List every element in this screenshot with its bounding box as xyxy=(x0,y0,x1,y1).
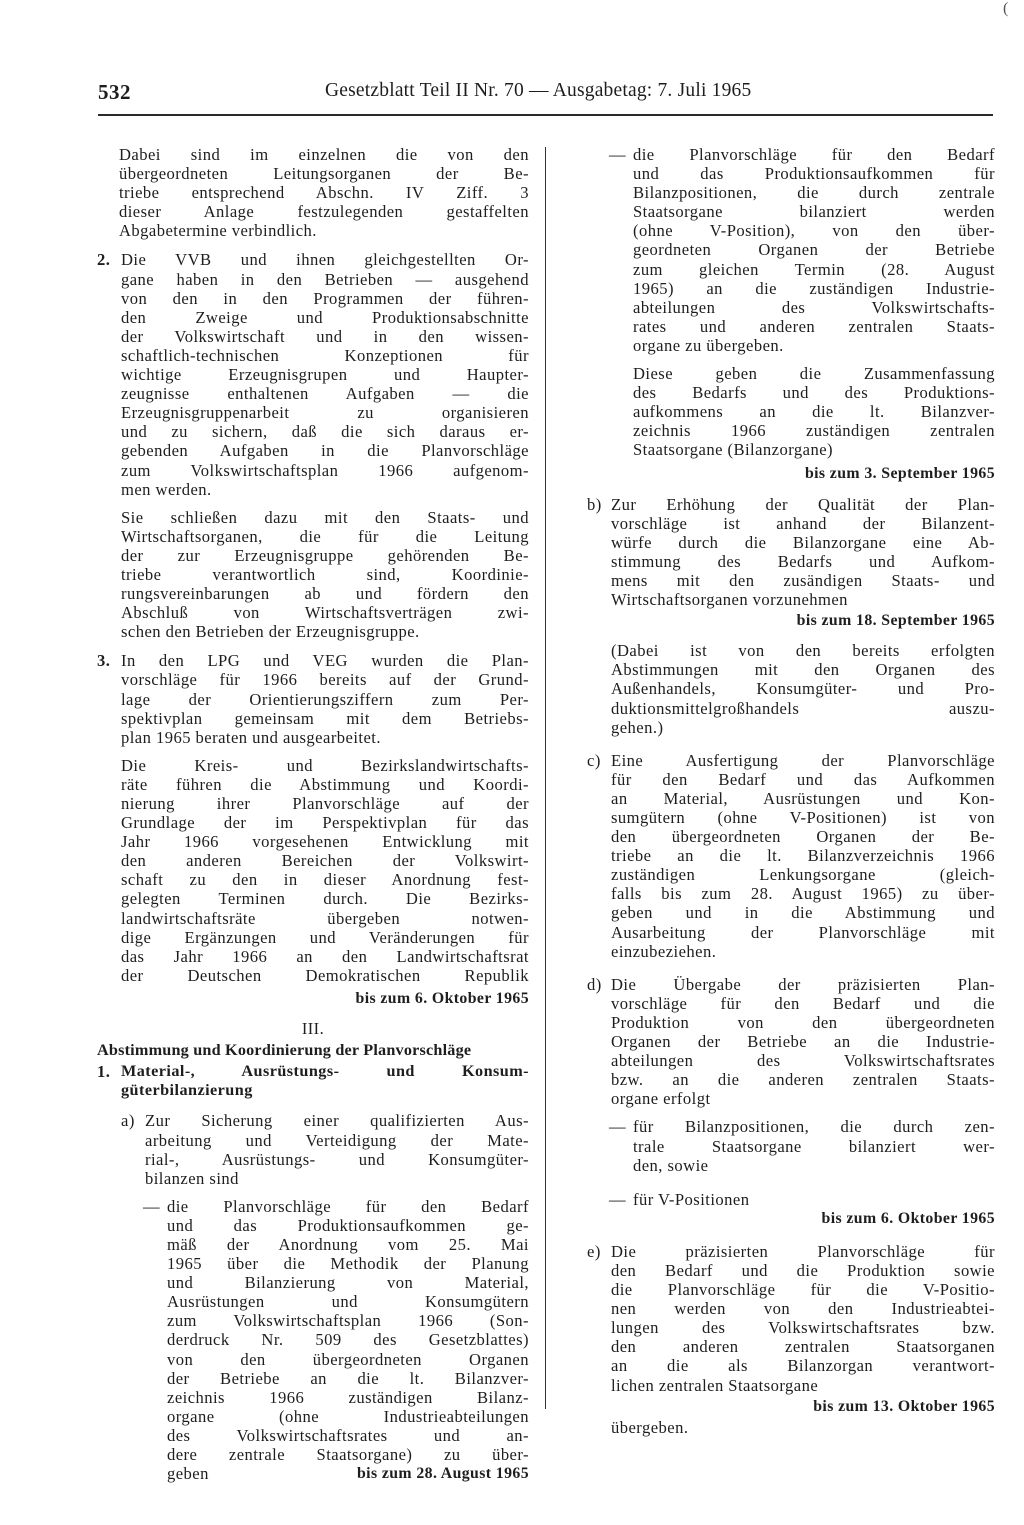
right-dash-1-text xyxy=(633,145,995,355)
text-line: Die VVB und ihnen gleichgestellten Or- xyxy=(121,250,529,270)
text-line: schaft zu den in dieser Anordnung fest- xyxy=(121,870,529,890)
page-header xyxy=(98,76,993,110)
text-line: Abstimmungen mit den Organen des xyxy=(611,660,995,680)
item-c-text xyxy=(611,751,995,961)
text-line: räte führen die Abstimmung und Koordi- xyxy=(121,774,529,794)
text-line: dige Ergänzungen und Veränderungen für xyxy=(121,927,529,947)
text-line: die Planvorschläge für die V-Positio- xyxy=(611,1280,995,1300)
text-line: Wirtschaftsorganen, die für die Leitung xyxy=(121,526,529,546)
item-d-dash-1-text xyxy=(633,1117,995,1174)
deadline-18-september: bis zum 18. September 1965 xyxy=(796,612,995,630)
item-2-number: 2. xyxy=(97,250,111,270)
text-line: trale Staatsorgane bilanziert wer- xyxy=(633,1136,995,1156)
subsection-1 xyxy=(97,1062,529,1100)
deadline-13-oktober: bis zum 13. Oktober 1965 xyxy=(813,1397,995,1415)
section-number: III. xyxy=(301,1019,325,1039)
text-line: und zu sichern, daß die sich daraus er- xyxy=(121,422,529,442)
text-line: an die als Bilanzorgan verantwort- xyxy=(611,1356,995,1376)
text-line: und das Produktionsaufkommen ge- xyxy=(167,1215,529,1235)
text-line: den Zweige und Produktionsabschnitte xyxy=(121,307,529,327)
item-b-text xyxy=(611,495,995,610)
text-line: Ausarbeitung der Planvorschläge mit xyxy=(611,922,995,942)
text-line: 1965 über die Methodik der Planung xyxy=(167,1254,529,1274)
text-line: gelegten Terminen durch. Die Bezirks- xyxy=(121,889,529,909)
header-rule xyxy=(98,114,993,116)
right-column xyxy=(587,145,995,1437)
text-line: den Bedarf und die Produktion sowie xyxy=(611,1260,995,1280)
text-line: die Planvorschläge für den Bedarf xyxy=(167,1196,529,1216)
text-line: zum Volkswirtschaftsplan 1966 aufgenom- xyxy=(121,460,529,480)
item-d-text xyxy=(611,975,995,1109)
item-2-text xyxy=(121,250,529,498)
dash-last-word: geben xyxy=(167,1464,209,1484)
text-line: die Planvorschläge für den Bedarf xyxy=(633,145,995,164)
text-line: landwirtschaftsräte übergeben notwen- xyxy=(121,908,529,928)
text-line: schen den Betrieben der Erzeugnisgruppe. xyxy=(121,622,420,642)
text-line: zeichnis 1966 zuständigen zentralen xyxy=(633,421,995,441)
text-line: Außenhandels, Konsumgüter- und Pro- xyxy=(611,679,995,699)
item-c xyxy=(587,751,995,961)
text-line: bzw. an die anderen zentralen Staats- xyxy=(611,1070,995,1090)
text-line: Die Kreis- und Bezirkslandwirtschafts- xyxy=(121,755,529,775)
dash-marker: — xyxy=(609,1117,627,1137)
item-b xyxy=(587,495,995,610)
text-line: Abgabetermine verbindlich. xyxy=(119,221,317,241)
text-line: spektivplan gemeinsam mit dem Betriebs- xyxy=(121,708,529,728)
item-e-label: e) xyxy=(587,1241,601,1261)
text-line: vorschläge für den Bedarf und die xyxy=(611,993,995,1013)
left-column xyxy=(97,145,529,1483)
item-2-paragraph-2 xyxy=(121,508,529,642)
item-3 xyxy=(97,651,529,1008)
item-e-text xyxy=(611,1242,995,1395)
text-line: Wirtschaftsorganen vorzunehmen xyxy=(611,590,848,610)
text-line: Material-, Ausrüstungs- und Konsum- xyxy=(121,1062,529,1081)
text-line: den anderen Bereichen der Volkswirt- xyxy=(121,851,529,871)
text-line: bilanzen sind xyxy=(145,1168,239,1188)
text-line: Jahr 1966 vorgesehenen Entwicklung mit xyxy=(121,832,529,852)
text-line: das Jahr 1966 an den Landwirtschaftsrat xyxy=(121,946,529,966)
item-3-paragraph-2 xyxy=(121,756,529,985)
text-line: rates und anderen zentralen Staats- xyxy=(633,316,995,336)
header-title: Gesetzblatt Teil II Nr. 70 — Ausgabetag: 7. Juli 1965 xyxy=(325,80,752,101)
text-line: (ohne V-Position), von den über- xyxy=(633,221,995,241)
text-line: 1965) an die zuständigen Industrie- xyxy=(633,278,995,298)
text-line: für Bilanzpositionen, die durch zen- xyxy=(633,1117,995,1137)
text-line: triebe an die lt. Bilanzverzeichnis 1966 xyxy=(611,846,995,866)
text-line: zuständigen Lenkungsorgane (gleich- xyxy=(611,865,995,885)
item-d xyxy=(587,975,995,1109)
text-line: triebe entsprechend Abschn. IV Ziff. 3 xyxy=(119,183,529,203)
section-title: Abstimmung und Koordinierung der Planvorschläge xyxy=(97,1041,472,1060)
text-line: Dabei sind im einzelnen die von den xyxy=(119,145,529,164)
right-dash-1-paragraph-2 xyxy=(633,364,995,459)
text-line: Staatsorgane bilanziert werden xyxy=(633,202,995,222)
text-line: nierung ihrer Planvorschläge auf der xyxy=(121,794,529,813)
text-line: zum gleichen Termin (28. August xyxy=(633,259,995,279)
subsection-1-title xyxy=(121,1062,529,1100)
text-line: einzubeziehen. xyxy=(611,941,717,961)
text-line: abteilungen des Volkswirtschaftsrates xyxy=(611,1051,995,1071)
text-line: Grundlage der im Perspektivplan für das xyxy=(121,813,529,833)
text-line: lage der Orientierungsziffern zum Per- xyxy=(121,689,529,709)
item-a-text xyxy=(145,1111,529,1187)
text-line: den übergeordneten Organen der Be- xyxy=(611,827,995,847)
item-b-label: b) xyxy=(587,494,602,514)
text-line: arbeitung und Verteidigung der Mate- xyxy=(145,1130,529,1150)
text-line: würfe durch die Bilanzorgane eine Ab- xyxy=(611,532,995,552)
text-line: dieser Anlage festzulegenden gestaffelten xyxy=(119,202,529,222)
text-line: übergeordneten Leitungsorganen der Be- xyxy=(119,164,529,184)
text-line: dere zentrale Staatsorgane) zu über- xyxy=(167,1445,529,1464)
deadline-28-august: bis zum 28. August 1965 xyxy=(356,1465,529,1483)
text-line: vorschläge ist anhand der Bilanzent- xyxy=(611,513,995,533)
text-line: duktionsmittelgroßhandels auszu- xyxy=(611,698,995,718)
text-line: organe erfolgt xyxy=(611,1089,711,1109)
text-line: Die präzisierten Planvorschläge für xyxy=(611,1241,995,1261)
item-b-note xyxy=(587,641,995,736)
text-line: Abschluß von Wirtschaftsverträgen zwi- xyxy=(121,603,529,623)
text-line: mens mit den zusändigen Staats- und xyxy=(611,570,995,590)
text-line: triebe verantwortlich sind, Koordinie- xyxy=(121,564,529,584)
text-line: für den Bedarf und das Aufkommen xyxy=(611,769,995,789)
text-line: güterbilanzierung xyxy=(121,1081,253,1100)
text-line: lichen zentralen Staatsorgane xyxy=(611,1375,819,1395)
item-a-dash xyxy=(143,1197,529,1483)
text-line: der Volkswirtschaft und in den wissen- xyxy=(121,326,529,346)
text-line: Eine Ausfertigung der Planvorschläge xyxy=(611,750,995,770)
text-line: rungsvereinbarungen ab und fördern den xyxy=(121,584,529,604)
item-d-dash-2 xyxy=(609,1190,995,1209)
text-line: zeugnisse enthaltenen Aufgaben — die xyxy=(121,384,529,404)
text-line: von den übergeordneten Organen xyxy=(167,1349,529,1369)
text-line: zeichnis 1966 zuständigen Bilanz- xyxy=(167,1387,529,1407)
text-line: gehen.) xyxy=(611,717,664,737)
text-line: den anderen zentralen Staatsorganen xyxy=(611,1337,995,1357)
item-d-dash-2-text xyxy=(633,1190,995,1209)
text-line: den, sowie xyxy=(633,1155,709,1175)
text-line: Die Übergabe der präzisierten Plan- xyxy=(611,974,995,994)
text-line: geordneten Organen der Betriebe xyxy=(633,240,995,260)
item-a-dash-final xyxy=(167,1464,529,1483)
item-2 xyxy=(97,250,529,641)
dash-marker: — xyxy=(609,1189,627,1209)
text-line: Produktion von den übergeordneten xyxy=(611,1012,995,1032)
right-dash-1 xyxy=(609,145,995,460)
item-a-label: a) xyxy=(121,1111,135,1131)
scan-mark: ( xyxy=(1003,0,1009,17)
dash-marker: — xyxy=(609,145,627,164)
text-line: lungen des Volkswirtschaftsrates bzw. xyxy=(611,1318,995,1338)
text-line: Erzeugnisgruppenarbeit zu organisieren xyxy=(121,403,529,423)
text-line: rial-, Ausrüstungs- und Konsumgüter- xyxy=(145,1149,529,1169)
text-line: der zur Erzeugnisgruppe gehörenden Be- xyxy=(121,545,529,565)
item-e xyxy=(587,1242,995,1395)
deadline-6-oktober-right: bis zum 6. Oktober 1965 xyxy=(821,1209,995,1227)
text-line: (Dabei ist von den bereits erfolgten xyxy=(611,641,995,661)
text-line: organe zu übergeben. xyxy=(633,335,784,355)
text-line: vorschläge für 1966 bereits auf der Grund- xyxy=(121,670,529,690)
final-line: übergeben. xyxy=(611,1417,689,1437)
text-line: plan 1965 beraten und ausgearbeitet. xyxy=(121,727,381,747)
text-line: falls bis zum 28. August 1965) zu über- xyxy=(611,884,995,904)
item-c-label: c) xyxy=(587,750,601,770)
text-line: sumgütern (ohne V-Positionen) ist von xyxy=(611,808,995,827)
text-line: derdruck Nr. 509 des Gesetzblattes) xyxy=(167,1330,529,1350)
text-line: des Bedarfs und des Produktions- xyxy=(633,383,995,403)
item-d-label: d) xyxy=(587,974,602,994)
item-d-dash-1 xyxy=(609,1117,995,1174)
text-line: nen werden von den Industrieabtei- xyxy=(611,1299,995,1319)
text-line: Ausrüstungen und Konsumgütern xyxy=(167,1292,529,1312)
item-3-text xyxy=(121,651,529,746)
column-divider xyxy=(545,147,546,1409)
text-line: In den LPG und VEG wurden die Plan- xyxy=(121,651,529,671)
text-line: mäß der Anordnung vom 25. Mai xyxy=(167,1234,529,1254)
text-line: des Volkswirtschaftsrates und an- xyxy=(167,1425,529,1445)
text-line: der Betriebe an die lt. Bilanzver- xyxy=(167,1368,529,1388)
text-line: Staatsorgane (Bilanzorgane) xyxy=(633,440,833,460)
text-line: abteilungen des Volkswirtschafts- xyxy=(633,297,995,317)
text-line: Diese geben die Zusammenfassung xyxy=(633,364,995,384)
text-line: aufkommens an die lt. Bilanzver- xyxy=(633,402,995,422)
text-line: organe (ohne Industrieabteilungen xyxy=(167,1406,529,1426)
text-line: Bilanzpositionen, die durch zentrale xyxy=(633,183,995,203)
subsection-1-number: 1. xyxy=(97,1062,111,1082)
deadline-3-september: bis zum 3. September 1965 xyxy=(804,464,995,482)
item-a-dash-text xyxy=(167,1197,529,1464)
text-line: Zur Erhöhung der Qualität der Plan- xyxy=(611,494,995,514)
text-line: wichtige Erzeugnisgrupen und Haupter- xyxy=(121,365,529,385)
text-line: und das Produktionsaufkommen für xyxy=(633,164,995,184)
deadline-6-oktober: bis zum 6. Oktober 1965 xyxy=(355,989,529,1007)
text-line: Sie schließen dazu mit den Staats- und xyxy=(121,507,529,527)
text-line: zum Volkswirtschaftsplan 1966 (Son- xyxy=(167,1311,529,1331)
text-line: der Deutschen Demokratischen Republik xyxy=(121,965,529,985)
text-line: men werden. xyxy=(121,479,212,499)
dash-marker: — xyxy=(143,1196,161,1216)
text-line: an Material, Ausrüstungen und Kon- xyxy=(611,788,995,808)
item-3-number: 3. xyxy=(97,651,111,671)
text-line: geben und in die Abstimmung und xyxy=(611,903,995,923)
text-line: Zur Sicherung einer qualifizierten Aus- xyxy=(145,1111,529,1131)
text-line: von den in den Programmen der führen- xyxy=(121,288,529,308)
text-line: und Bilanzierung von Material, xyxy=(167,1273,529,1293)
text-line: für V-Positionen xyxy=(633,1189,750,1209)
text-line: gane haben in den Betrieben — ausgehend xyxy=(121,269,529,289)
text-line: gebenden Aufgaben in die Planvorschläge xyxy=(121,441,529,461)
text-line: Organen der Betriebe an die Industrie- xyxy=(611,1032,995,1052)
page-number: 532 xyxy=(98,80,131,104)
text-line: schaftlich-technischen Konzeptionen für xyxy=(121,345,529,365)
text-line: stimmung des Bedarfs und Aufkom- xyxy=(611,551,995,571)
intro-paragraph xyxy=(97,145,529,240)
item-a xyxy=(121,1111,529,1187)
